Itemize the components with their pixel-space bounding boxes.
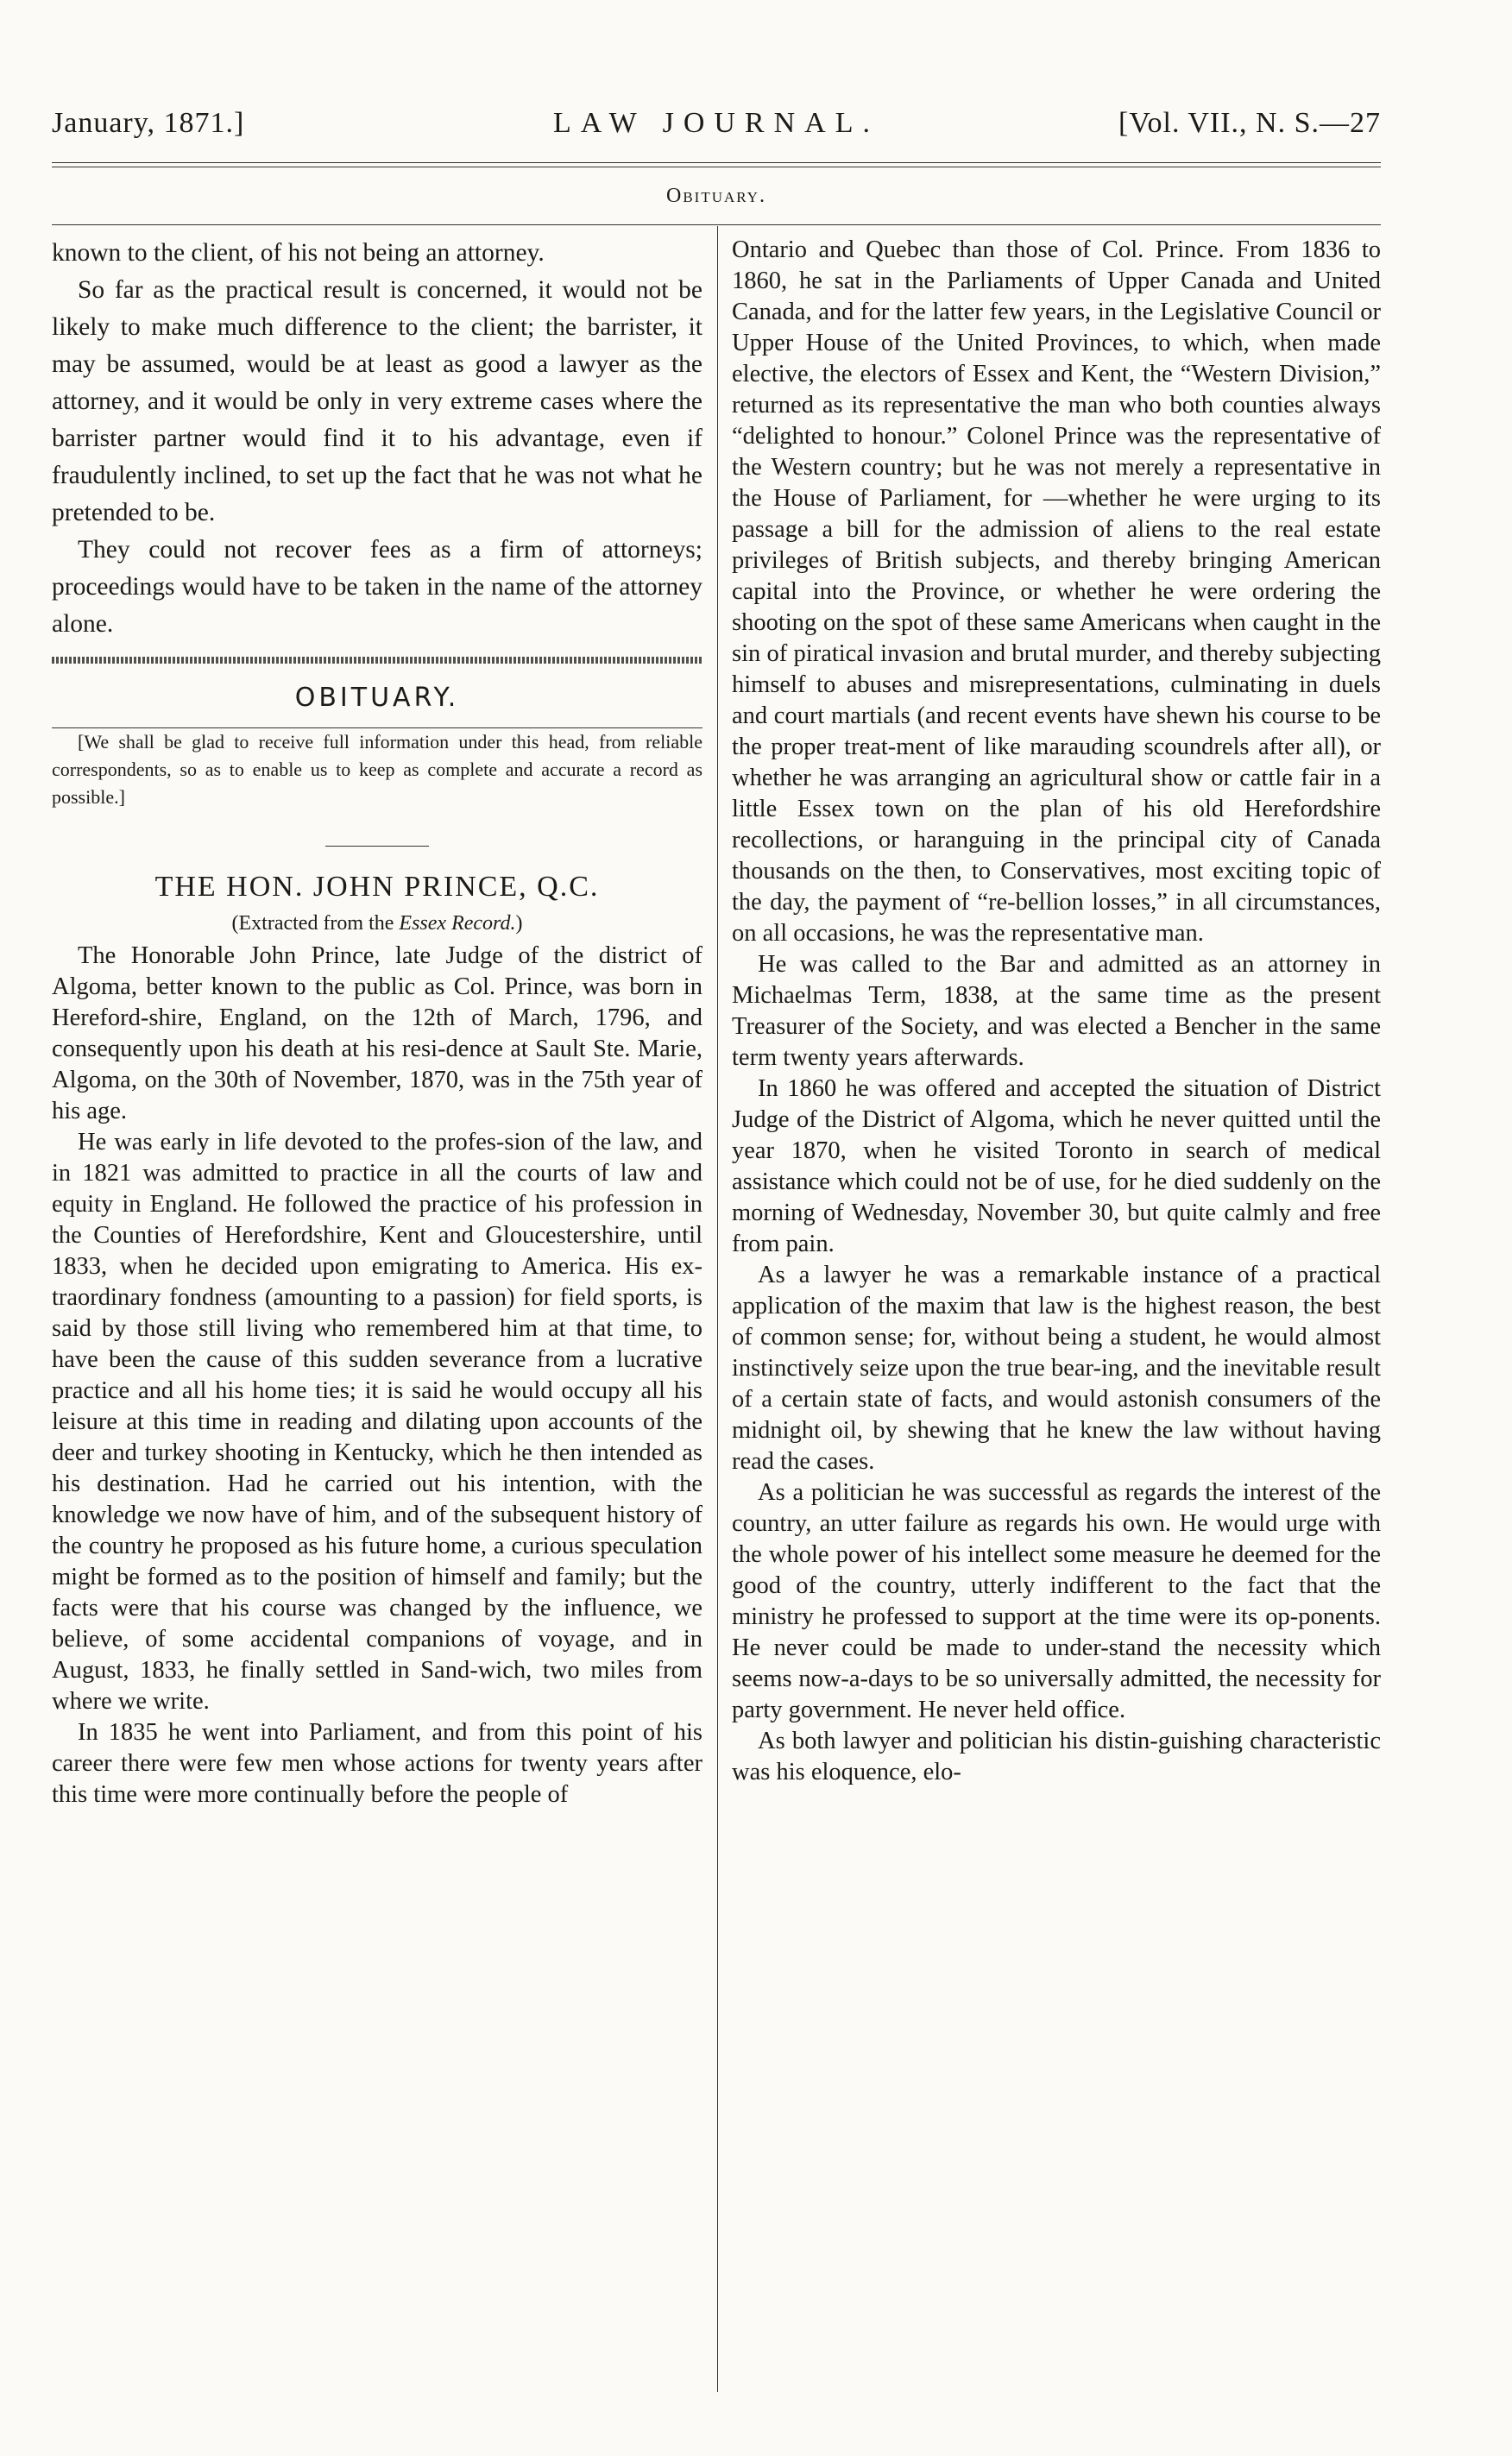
paragraph: As both lawyer and politician his distin-guishing characteristic was his eloquence, elo- [732, 1728, 1381, 1785]
journal-title: LAW JOURNAL. [553, 107, 879, 139]
section-title: Obituary. [666, 185, 766, 207]
paragraph: In 1835 he went into Parliament, and from this point of his career there were few men whose actions for twenty years after this time were more continually before the people of [52, 1719, 702, 1808]
column-divider [717, 226, 718, 2392]
obituary-heading: OBITUARY. [294, 683, 460, 713]
paragraph: He was called to the Bar and admitted as an attorney in Michaelmas Term, 1838, at the same time as the present Treasurer of the Society, and was elected a Bencher in the same term twenty years afterwards. [732, 951, 1381, 1071]
source-suffix: ) [515, 912, 523, 935]
paragraph: So far as the practical result is concerned, it would not be likely to make much difference to the client; the barrister, it may be assumed, would be at least as good a lawyer as the attorney, and it would be only in very extreme cases where the barrister partner would find it to his advantage, even if fraudulently inclined, to set up the fact that he was not what he pretended to be. [52, 276, 702, 526]
paragraph: As a lawyer he was a remarkable instance of a practical application of the maxim that law is the highest reason, the best of common sense; for, without being a student, he would almost instinctively seize upon the true bear-ing, and the inevitable result of a certain state of facts, and would astonish consumers of the midnight oil, by shewing that he knew the law without having read the cases. [732, 1262, 1381, 1475]
article-title: THE HON. JOHN PRINCE, Q.C. [154, 871, 600, 903]
article-source [52, 912, 702, 935]
paragraph: The Honorable John Prince, late Judge of the district of Algoma, better known to the public as Col. Prince, was born in Hereford-shire, England, on the 12th of March, 1796, and consequently upon his death at his resi-dence at Sault Ste. Marie, Algoma, on the 30th of November, 1870, was in the 75th year of his age. [52, 942, 702, 1124]
header-rule [52, 162, 1381, 163]
short-rule [325, 846, 429, 847]
header-date: January, 1871.] [52, 107, 245, 139]
journal-page [52, 0, 1381, 2456]
volume-page-number: [Vol. VII., N. S.—27 [1118, 107, 1381, 139]
paragraph: Ontario and Quebec than those of Col. Prince. From 1836 to 1860, he sat in the Parliaments of Upper Canada and United Canada, and for the latter few years, in the Legislative Council or Upper House of the United Provinces, to which, when made elective, the electors of Essex and Kent, the “Western Division,” returned as its representative the man who both counties always “delighted to honour.” Colonel Prince was the representative of the Western country; but he was not merely a representative in the House of Parliament, for —whether he were urging to its passage a bill for the admission of aliens to the real estate privileges of British subjects, and thereby bringing American capital into the Province, or whether he were ordering the shooting on the spot of these same Americans when caught in the sin of piratical invasion and brutal murder, and thereby subjecting himself to abuses and misrepresentations, culminating in duels and court martials (and recent events have shewn his course to be the proper treat-ment of like marauding scoundrels after all), or whether he was arranging an agricultural show or cattle fair in a little Essex town on the plan of his old Herefordshire recollections, or haranguing in the principal city of Canada thousands on the then, to Conservatives, most exciting topic of the day, the payment of “re-bellion losses,” in all circumstances, on all occasions, he was the representative man. [732, 236, 1381, 947]
source-prefix: (Extracted from the [231, 912, 400, 935]
continued-article [52, 235, 702, 643]
left-column [52, 235, 702, 1811]
paragraph: They could not recover fees as a firm of attorneys; proceedings would have to be taken in the name of the attorney alone. [52, 536, 702, 638]
paragraph: He was early in life devoted to the profes-sion of the law, and in 1821 was admitted to practice in all the courts of law and equity in England. He followed the practice of his profession in the Counties of Herefordshire, Kent and Gloucestershire, until 1833, when he decided upon emigrating to America. His ex-traordinary fondness (amounting to a passion) for field sports, is said by those still living who remembered him at that time, to have been the cause of this sudden severance from a lucrative practice and all his home ties; it is said he would occupy all his leisure at this time in reading and dilating upon accounts of the deer and turkey shooting in Kentucky, which he then intended as his destination. Had he carried out his intention, with the knowledge we now have of him, and of the subsequent history of the country he proposed as his future home, a curious speculation might be formed as to the position of himself and family; but the facts were that his course was changed by the influence, we believe, of some accidental companions of voyage, and in August, 1833, he finally settled in Sand-wich, two miles from where we write. [52, 1129, 702, 1715]
paragraph: In 1860 he was offered and accepted the situation of District Judge of the District of Algoma, which he never quitted until the year 1870, when he visited Toronto in search of medical assistance which could not be of use, for he died suddenly on the morning of Wednesday, November 30, but quite calmly and free from pain. [732, 1075, 1381, 1257]
editorial-note: [We shall be glad to receive full information under this head, from reliable correspondents, so as to enable us to keep as complete and accurate a record as possible.] [52, 731, 702, 808]
source-name: Essex Record. [399, 912, 516, 935]
obituary-body [52, 941, 702, 1811]
paragraph: known to the client, of his not being an attorney. [52, 239, 545, 267]
section-rule [52, 224, 1381, 225]
right-column [732, 235, 1381, 1788]
ornamental-divider [52, 657, 702, 664]
paragraph: As a politician he was successful as regards the interest of the country, an utter failure as regards his own. He would urge with the whole power of his intellect some measure he deemed for the good of the country, utterly indifferent to the fact that the ministry he professed to support at the time were its op-ponents. He never could be made to under-stand the necessity which seems now-a-days to be so universally admitted, the necessity for party government. He never held office. [732, 1479, 1381, 1723]
running-head [52, 107, 1381, 150]
